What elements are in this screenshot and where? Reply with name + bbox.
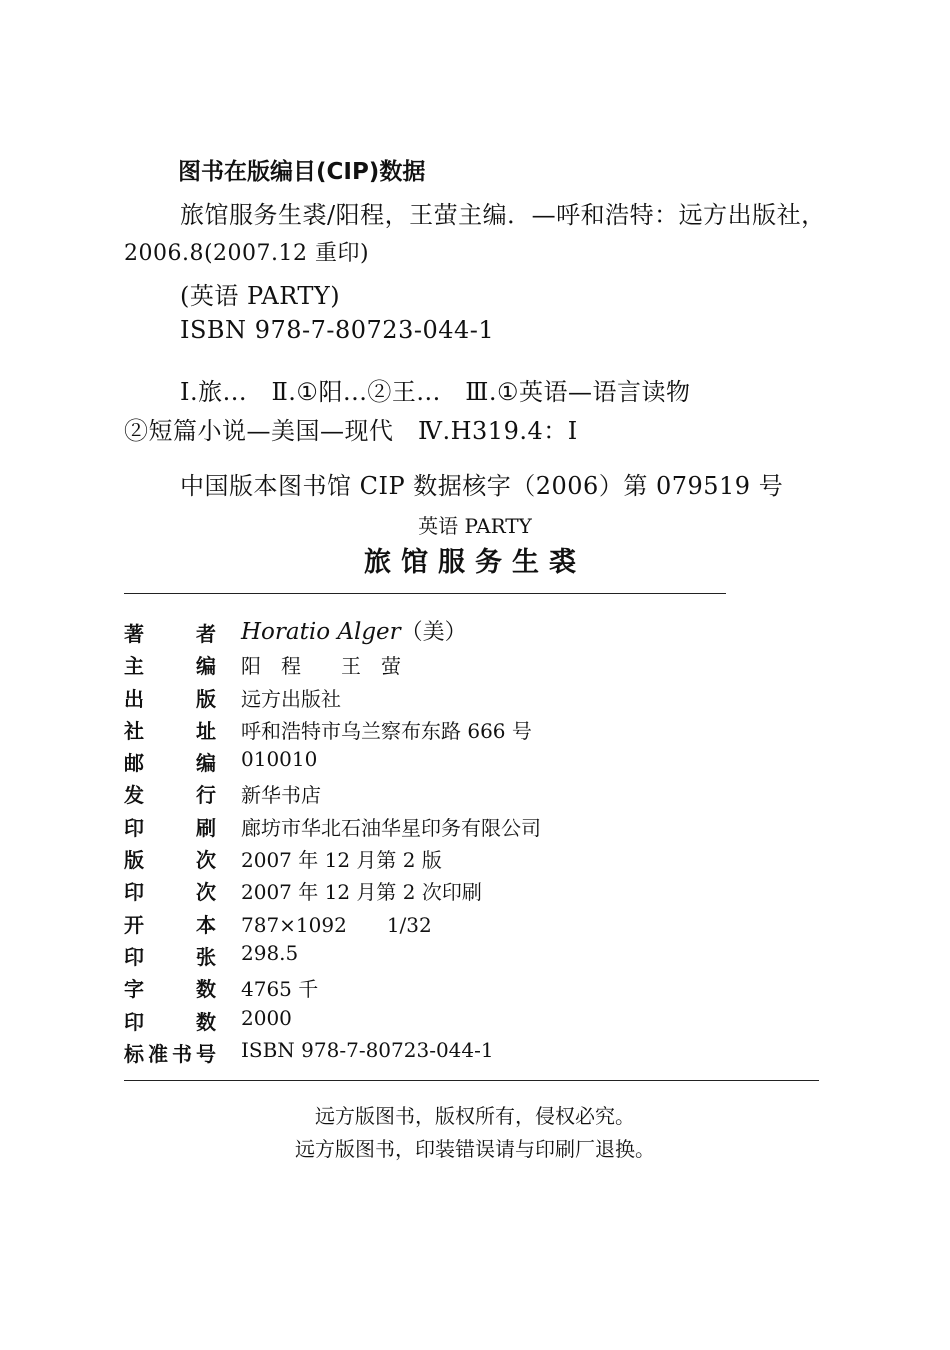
imprint-label-char: 准 xyxy=(148,1041,168,1066)
imprint-label-char: 张 xyxy=(196,944,216,969)
book-title: 旅馆服务生裘 xyxy=(364,547,586,578)
imprint-label xyxy=(124,1006,216,1035)
imprint-value-text: 010010 xyxy=(241,747,318,772)
imprint-label-char: 者 xyxy=(196,622,216,646)
imprint-label xyxy=(124,650,216,679)
imprint-value xyxy=(241,779,321,808)
imprint-value-text: 4765 千 xyxy=(241,977,319,1002)
imprint-value-text: 新华书店 xyxy=(241,783,321,808)
imprint-value xyxy=(241,973,318,1002)
imprint-value-text: Horatio Alger xyxy=(241,619,401,645)
cip-subject-line-2: ②短篇小说—美国—现代 Ⅳ.H319.4：I xyxy=(124,417,578,445)
imprint-label-char: 邮 xyxy=(124,751,144,776)
imprint-label-char: 印 xyxy=(124,944,144,969)
imprint-value-text: 呼和浩特市乌兰察布东路 666 号 xyxy=(241,718,532,743)
imprint-label-char: 编 xyxy=(196,751,216,776)
imprint-label-char: 书 xyxy=(172,1041,192,1066)
imprint-value xyxy=(241,1038,494,1062)
cip-heading: 图书在版编目(CIP)数据 xyxy=(178,159,426,185)
cip-title-line: 旅馆服务生裘/阳程，王萤主编．—呼和浩特：远方出版社， xyxy=(180,201,826,229)
imprint-label-char: 发 xyxy=(124,783,144,808)
imprint-value-text: 阳 程 王 萤 xyxy=(241,654,401,679)
imprint-value-text: 廊坊市华北石油华星印务有限公司 xyxy=(241,815,541,840)
imprint-label xyxy=(124,747,216,776)
imprint-label-char: 字 xyxy=(124,977,144,1002)
imprint-value-text: 2007 年 12 月第 2 次印刷 xyxy=(241,880,482,905)
imprint-label xyxy=(124,683,216,712)
imprint-label xyxy=(124,909,216,938)
imprint-label-char: 编 xyxy=(196,654,216,679)
imprint-label-char: 刷 xyxy=(196,815,216,840)
imprint-value xyxy=(241,650,401,679)
imprint-value xyxy=(241,909,432,938)
imprint-label-char: 开 xyxy=(124,912,144,937)
cip-record-number: 中国版本图书馆 CIP 数据核字（2006）第 079519 号 xyxy=(180,472,784,500)
top-divider xyxy=(124,593,726,594)
imprint-label-char: 版 xyxy=(196,686,216,711)
imprint-label-char: 次 xyxy=(196,848,216,873)
bottom-divider xyxy=(124,1080,819,1081)
imprint-value xyxy=(241,941,298,965)
imprint-label-char: 标 xyxy=(124,1041,144,1066)
imprint-label xyxy=(124,618,216,647)
imprint-label-char: 号 xyxy=(196,1041,216,1066)
cip-series-line: (英语 PARTY) xyxy=(180,282,341,310)
cip-isbn-line: ISBN 978-7-80723-044-1 xyxy=(180,316,495,344)
imprint-label xyxy=(124,844,216,873)
imprint-label-char: 数 xyxy=(196,977,216,1002)
imprint-value xyxy=(241,844,442,873)
imprint-label xyxy=(124,876,216,905)
replacement-notice: 远方版图书，印装错误请与印刷厂退换。 xyxy=(295,1137,655,1161)
imprint-label-char: 行 xyxy=(196,783,216,808)
imprint-value xyxy=(241,1006,292,1030)
imprint-label-char: 版 xyxy=(124,848,144,873)
imprint-label-char: 印 xyxy=(124,815,144,840)
imprint-value-text: 远方出版社 xyxy=(241,686,341,711)
imprint-value-text: 298.5 xyxy=(241,940,299,965)
imprint-value xyxy=(241,715,532,744)
imprint-value xyxy=(241,876,482,905)
imprint-value-text: 2000 xyxy=(241,1005,292,1030)
series-name: 英语 PARTY xyxy=(418,514,532,538)
imprint-label-char: 印 xyxy=(124,880,144,905)
cip-subject-line: Ⅰ.旅... Ⅱ.①阳...②王... Ⅲ.①英语—语言读物 xyxy=(180,378,691,406)
imprint-label-char: 次 xyxy=(196,880,216,905)
imprint-label-char: 址 xyxy=(196,718,216,743)
copyright-notice: 远方版图书，版权所有，侵权必究。 xyxy=(315,1104,635,1128)
imprint-label-char: 印 xyxy=(124,1009,144,1034)
imprint-label xyxy=(124,715,216,744)
imprint-value-text: 2007 年 12 月第 2 版 xyxy=(241,848,442,873)
imprint-label xyxy=(124,779,216,808)
imprint-label-char: 出 xyxy=(124,686,144,711)
imprint-label-char: 著 xyxy=(124,622,144,646)
imprint-label xyxy=(124,973,216,1002)
imprint-value xyxy=(241,683,341,712)
imprint-label xyxy=(124,941,216,970)
cip-date-line: 2006.8(2007.12 重印) xyxy=(124,241,370,266)
imprint-label-char: 主 xyxy=(124,654,144,679)
imprint-value-text: ISBN 978-7-80723-044-1 xyxy=(241,1037,494,1062)
imprint-label xyxy=(124,812,216,841)
imprint-value-suffix: （美） xyxy=(400,620,467,645)
imprint-label-char: 社 xyxy=(124,718,144,743)
imprint-value-text: 787×1092 1/32 xyxy=(241,912,432,937)
imprint-label xyxy=(124,1038,216,1067)
imprint-value xyxy=(241,812,541,841)
imprint-value xyxy=(241,615,467,646)
imprint-label-char: 数 xyxy=(196,1009,216,1034)
imprint-label-char: 本 xyxy=(196,912,216,937)
imprint-value xyxy=(241,747,317,771)
